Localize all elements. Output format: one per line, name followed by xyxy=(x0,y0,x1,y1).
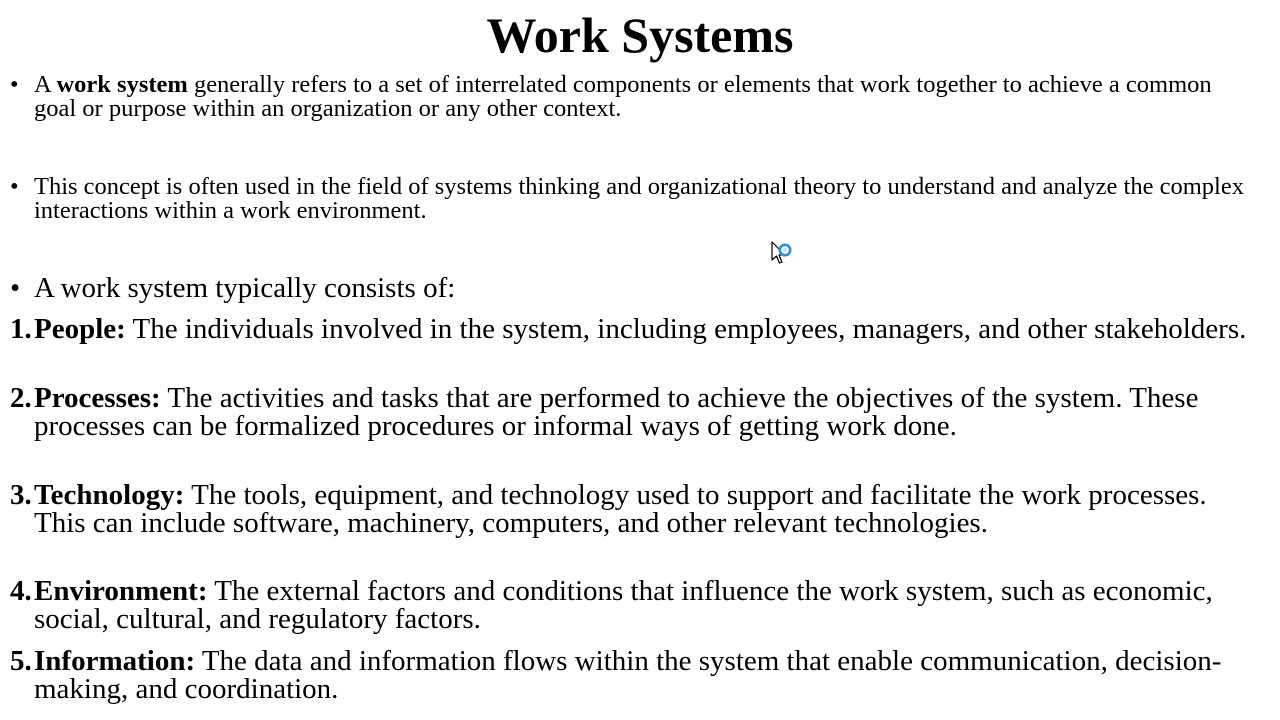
component-description: The tools, equipment, and technology used to support and facilitate the work processes. This can include software, machinery, computers, and other relevant technologies. xyxy=(34,479,1207,539)
component-description: The individuals involved in the system, including employees, managers, and other stakeholders. xyxy=(125,313,1247,345)
slide-title: Work Systems xyxy=(486,7,794,63)
component-information xyxy=(10,647,1258,703)
component-number: 1. xyxy=(10,313,32,345)
bullet-symbol: • xyxy=(10,173,19,200)
bullet-consists-of xyxy=(10,273,1255,303)
component-number: 2. xyxy=(10,382,32,414)
bullet-symbol: • xyxy=(10,71,19,98)
bullet-bold-term: work system xyxy=(56,71,188,98)
component-number: 5. xyxy=(10,645,32,677)
bullet-text: A work system typically consists of: xyxy=(34,272,456,304)
bullet-rest: generally refers to a set of interrelated components or elements that work together to achieve a common goal or purpose within an organization or any other context. xyxy=(34,71,1212,122)
component-body xyxy=(34,384,1258,440)
component-people xyxy=(10,315,1258,343)
component-term: Information: xyxy=(34,645,196,677)
bullet-text xyxy=(34,73,1255,121)
component-processes xyxy=(10,384,1258,440)
component-technology xyxy=(10,481,1258,537)
component-description: The data and information flows within the system that enable communication, decision-making, and coordination. xyxy=(34,645,1222,705)
component-term: Processes: xyxy=(34,382,161,414)
bullet-prefix: A xyxy=(34,71,57,98)
bullet-work-system-definition xyxy=(10,73,1255,121)
component-description: The external factors and conditions that influence the work system, such as economic, social, cultural, and regulatory factors. xyxy=(34,575,1213,635)
component-term: People: xyxy=(34,313,126,345)
bullet-symbol: • xyxy=(10,272,21,304)
component-term: Technology: xyxy=(34,479,185,511)
component-number: 3. xyxy=(10,479,32,511)
component-term: Environment: xyxy=(34,575,208,607)
component-body xyxy=(34,647,1258,703)
busy-pointer-icon xyxy=(770,240,796,270)
component-body xyxy=(34,481,1258,537)
bullet-concept xyxy=(10,175,1255,223)
component-body xyxy=(34,577,1258,633)
bullet-text: This concept is often used in the field of systems thinking and organizational theory to understand and analyze the complex interactions within a work environment. xyxy=(34,173,1244,224)
component-body xyxy=(34,315,1258,343)
component-number: 4. xyxy=(10,575,32,607)
component-description: The activities and tasks that are performed to achieve the objectives of the system. These processes can be formalized procedures or informal ways of getting work done. xyxy=(34,382,1199,442)
component-environment xyxy=(10,577,1258,633)
